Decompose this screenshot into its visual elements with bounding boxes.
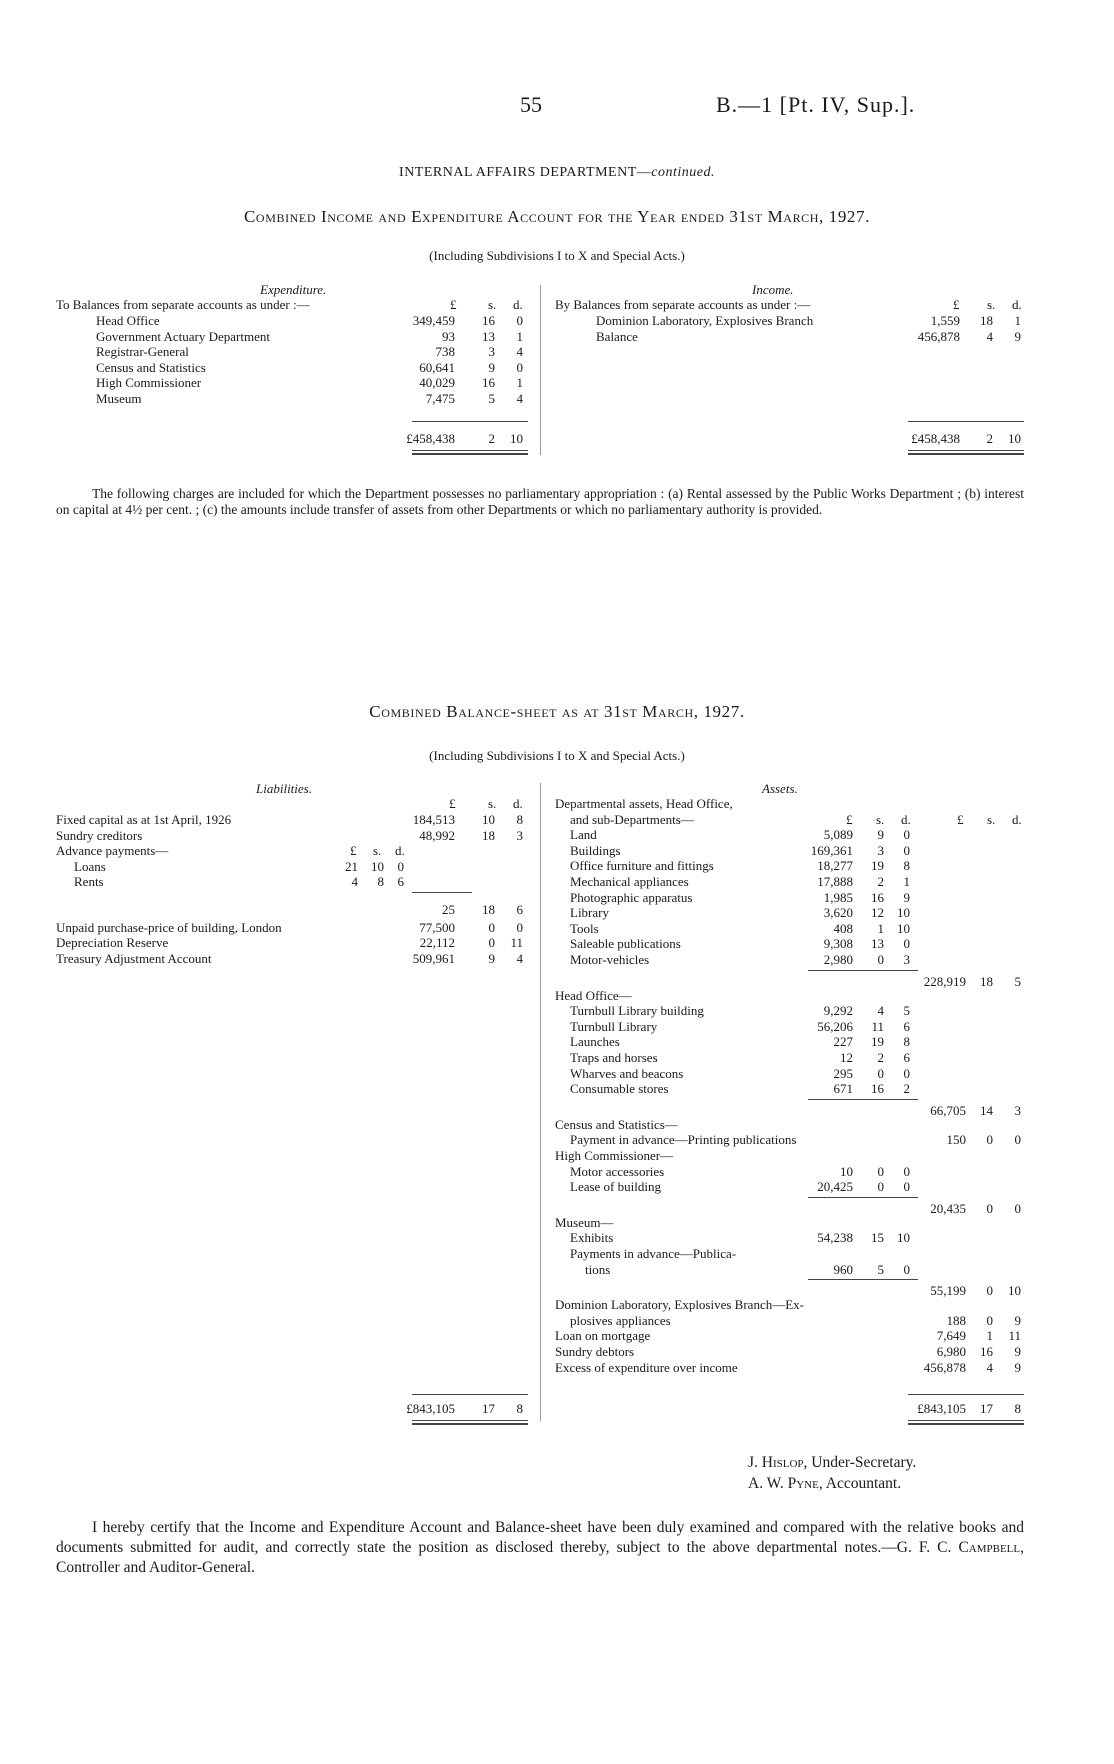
head-office-total-pounds: 66,705 — [930, 1102, 966, 1118]
expenditure-item-label: Government Actuary Department — [96, 328, 270, 344]
dominion-laboratory-label: Dominion Laboratory, Explosives Branch—Ex- — [555, 1297, 804, 1313]
loans-pounds: 21 — [345, 858, 358, 874]
income-total-shillings: 2 — [986, 431, 993, 446]
high-commissioner-item-shillings: 0 — [877, 1163, 884, 1179]
assets-heading: Assets. — [762, 781, 798, 796]
census-label: Census and Statistics— — [555, 1116, 678, 1132]
fixed-capital-pence: 8 — [516, 812, 523, 827]
rule — [908, 1394, 1024, 1395]
museum-total-pounds: 55,199 — [930, 1283, 966, 1299]
census-item-shillings: 0 — [986, 1132, 993, 1148]
double-rule — [908, 1420, 1024, 1425]
treasury-adjustment-pence: 4 — [516, 950, 523, 966]
head-office-item-shillings: 4 — [877, 1003, 884, 1019]
museum-exhibits-shillings: 15 — [871, 1230, 884, 1246]
head-office-item-label: Turnbull Library — [570, 1018, 658, 1034]
assets-col-pence: d. — [901, 811, 911, 827]
head-office-item-pence: 2 — [903, 1081, 910, 1097]
dept-asset-pounds: 5,089 — [823, 827, 853, 843]
dept-asset-pounds: 408 — [833, 920, 853, 936]
high-commissioner-item-label: Motor accessories — [570, 1163, 665, 1179]
dept-asset-shillings: 1 — [877, 920, 884, 936]
dept-assets-total-shillings: 18 — [980, 973, 993, 989]
expenditure-item-label: Registrar-General — [96, 344, 189, 360]
rule — [808, 1099, 918, 1100]
census-item-pence: 0 — [1014, 1132, 1021, 1148]
dominion-laboratory-pence: 9 — [1014, 1312, 1021, 1328]
income-item-label: Dominion Laboratory, Explosives Branch — [596, 313, 814, 328]
other-asset-pence: 9 — [1014, 1344, 1021, 1359]
dept-assets-total-pence: 5 — [1014, 973, 1021, 989]
income-heading: Income. — [752, 282, 794, 297]
dept-asset-shillings: 12 — [871, 905, 884, 921]
dept-asset-shillings: 9 — [877, 827, 884, 843]
departmental-note: The following charges are included for which the Department possesses no parliamentary appropriation : (a) Rental assessed by the Public Works Department ; (b) interest on capital at 4½ per cent. ; (c) the amounts include transfer of assets from other Departments or which no parliamentary authority is provided. — [56, 486, 1024, 517]
dept-asset-shillings: 0 — [877, 952, 884, 967]
double-rule — [412, 450, 528, 455]
dept-asset-pence: 9 — [903, 889, 910, 905]
expenditure-item-shillings: 5 — [488, 391, 495, 406]
expenditure-item-shillings: 16 — [482, 375, 495, 391]
expenditure-item-pounds: 349,459 — [412, 313, 455, 328]
expenditure-item-shillings: 16 — [482, 313, 495, 328]
expenditure-item-shillings: 9 — [488, 359, 495, 375]
liabilities-total-pence: 8 — [516, 1401, 523, 1416]
expenditure-item-pounds: 93 — [442, 328, 455, 344]
high-commissioner-item-pence: 0 — [903, 1179, 910, 1195]
census-item-pounds: 150 — [946, 1132, 966, 1148]
income-item-pence: 9 — [1014, 328, 1021, 344]
advance-total-shillings: 18 — [482, 902, 495, 917]
high-commissioner-item-label: Lease of building — [570, 1179, 661, 1195]
depreciation-shillings: 0 — [488, 935, 495, 951]
museum-label: Museum— — [555, 1214, 614, 1230]
head-office-item-pounds: 12 — [840, 1050, 853, 1065]
rents-pence: 6 — [397, 874, 404, 890]
high-commissioner-label: High Commissioner— — [555, 1148, 674, 1163]
dominion-laboratory-shillings: 0 — [986, 1312, 993, 1328]
other-asset-pence: 9 — [1014, 1359, 1021, 1375]
dept-asset-label: Saleable publications — [570, 936, 681, 952]
dept-asset-pence: 0 — [903, 936, 910, 952]
head-office-item-pence: 0 — [903, 1065, 910, 1081]
income-item-pence: 1 — [1014, 313, 1021, 328]
expenditure-item-shillings: 3 — [488, 344, 495, 360]
dept-asset-shillings: 16 — [871, 889, 884, 905]
assets-col-pound-2: £ — [957, 811, 964, 827]
other-asset-shillings: 16 — [980, 1344, 993, 1359]
income-account-subtitle: (Including Subdivisions I to X and Special Acts.) — [429, 248, 685, 263]
museum-payments-shillings: 5 — [877, 1261, 884, 1277]
high-commissioner-item-pounds: 10 — [840, 1163, 853, 1179]
income-item-pounds: 1,559 — [930, 313, 960, 328]
head-office-item-pounds: 295 — [833, 1065, 853, 1081]
head-office-item-pence: 6 — [903, 1050, 910, 1065]
dept-asset-pounds: 17,888 — [817, 874, 853, 889]
income-item-shillings: 4 — [986, 328, 993, 344]
sundry-creditors-shillings: 18 — [482, 827, 495, 843]
head-office-item-pence: 5 — [903, 1003, 910, 1019]
income-item-pounds: 456,878 — [917, 328, 960, 344]
expenditure-item-pounds: 738 — [435, 344, 455, 360]
balance-sheet-subtitle: (Including Subdivisions I to X and Special Acts.) — [429, 748, 685, 763]
unpaid-building-label: Unpaid purchase-price of building, London — [56, 919, 282, 935]
museum-payments-label: Payments in advance—Publica- — [570, 1246, 737, 1261]
other-asset-shillings: 1 — [986, 1328, 993, 1344]
dept-asset-label: Motor-vehicles — [570, 952, 650, 967]
column-divider — [540, 783, 541, 1421]
head-office-item-pounds: 227 — [833, 1034, 853, 1050]
expenditure-item-pounds: 60,641 — [419, 359, 455, 375]
liabilities-heading: Liabilities. — [256, 781, 312, 796]
rents-shillings: 8 — [377, 874, 384, 890]
museum-payments-label-2: tions — [585, 1261, 611, 1277]
unpaid-building-pounds: 77,500 — [419, 919, 455, 935]
rule — [808, 970, 918, 971]
dept-asset-pounds: 2,980 — [823, 952, 853, 967]
advance-col-pence: d. — [395, 843, 405, 859]
fixed-capital-label: Fixed capital as at 1st April, 1926 — [56, 812, 232, 827]
dept-asset-shillings: 2 — [877, 874, 884, 889]
inc-col-pence: d. — [1012, 297, 1022, 312]
head-office-item-shillings: 0 — [877, 1065, 884, 1081]
other-asset-pounds: 7,649 — [936, 1328, 966, 1344]
rents-label: Rents — [74, 874, 104, 890]
head-office-item-label: Traps and horses — [570, 1050, 658, 1065]
head-office-item-label: Turnbull Library building — [570, 1003, 704, 1019]
head-office-item-shillings: 16 — [871, 1081, 884, 1097]
assets-total-pence: 8 — [1014, 1401, 1021, 1416]
other-asset-label: Sundry debtors — [555, 1344, 635, 1359]
dept-asset-pounds: 9,308 — [823, 936, 853, 952]
dept-asset-label: Office furniture and fittings — [570, 858, 714, 874]
exp-col-shilling: s. — [488, 297, 497, 312]
loans-label: Loans — [74, 858, 106, 874]
income-total-pence: 10 — [1008, 431, 1021, 446]
unpaid-building-shillings: 0 — [488, 919, 495, 935]
expenditure-total-pounds: £458,438 — [406, 431, 455, 446]
assets-total-shillings: 17 — [980, 1401, 993, 1416]
dominion-laboratory-pounds: 188 — [946, 1312, 966, 1328]
dept-asset-shillings: 19 — [871, 858, 884, 874]
liabilities-total-shillings: 17 — [482, 1401, 495, 1416]
income-total-pounds: £458,438 — [911, 431, 960, 446]
dept-asset-pence: 0 — [903, 827, 910, 843]
high-commissioner-item-pounds: 20,425 — [817, 1179, 853, 1195]
head-office-item-pounds: 671 — [833, 1081, 853, 1097]
expenditure-total-pence: 10 — [510, 431, 523, 446]
sundry-creditors-pence: 3 — [516, 827, 523, 843]
treasury-adjustment-label: Treasury Adjustment Account — [56, 950, 212, 966]
museum-total-pence: 10 — [1008, 1283, 1021, 1299]
dept-asset-shillings: 13 — [871, 936, 884, 952]
inc-col-pound: £ — [953, 297, 960, 312]
expenditure-item-pence: 0 — [516, 359, 523, 375]
inc-col-shilling: s. — [987, 297, 996, 312]
advance-total-pounds: 25 — [442, 902, 455, 917]
high-commissioner-item-shillings: 0 — [877, 1179, 884, 1195]
dept-asset-pence: 10 — [897, 920, 910, 936]
expenditure-item-pence: 1 — [516, 375, 523, 391]
dept-asset-label: Buildings — [570, 842, 621, 858]
department-heading: INTERNAL AFFAIRS DEPARTMENT—continued. — [399, 165, 715, 180]
expenditure-item-pounds: 7,475 — [425, 391, 455, 406]
head-office-item-pence: 6 — [903, 1018, 910, 1034]
head-office-item-shillings: 11 — [871, 1018, 884, 1034]
head-office-total-shillings: 14 — [980, 1102, 993, 1118]
liab-col-shilling: s. — [488, 796, 497, 811]
depreciation-pence: 11 — [510, 935, 523, 951]
loans-pence: 0 — [397, 858, 404, 874]
other-asset-shillings: 4 — [986, 1359, 993, 1375]
other-asset-label: Loan on mortgage — [555, 1328, 651, 1344]
fixed-capital-shillings: 10 — [482, 812, 495, 827]
museum-total-shillings: 0 — [986, 1283, 993, 1299]
high-commissioner-total-shillings: 0 — [986, 1200, 993, 1216]
head-office-item-label: Wharves and beacons — [570, 1065, 684, 1081]
head-office-item-label: Launches — [570, 1034, 620, 1050]
head-office-total-pence: 3 — [1014, 1102, 1021, 1118]
dept-asset-label: Photographic apparatus — [570, 889, 693, 905]
expenditure-item-label: Head Office — [96, 313, 160, 328]
assets-col-pound: £ — [846, 811, 853, 827]
other-asset-pounds: 6,980 — [936, 1344, 966, 1359]
page-number: 55 — [520, 92, 542, 117]
census-item-label: Payment in advance—Printing publications — [570, 1132, 797, 1148]
rule — [412, 892, 472, 893]
assets-col-shilling-2: s. — [987, 811, 996, 827]
exp-col-pound: £ — [450, 297, 457, 312]
dept-asset-pence: 10 — [897, 905, 910, 921]
balance-sheet-title: Combined Balance-sheet as at 31st March, 1927. — [369, 702, 745, 721]
dept-assets-total-pounds: 228,919 — [923, 973, 966, 989]
dominion-laboratory-label-2: plosives appliances — [570, 1312, 671, 1328]
expenditure-item-label: High Commissioner — [96, 375, 202, 391]
dept-asset-label: Tools — [570, 920, 599, 936]
signature-under-secretary: J. Hislop, Under-Secretary. — [748, 1454, 917, 1471]
rents-pounds: 4 — [351, 874, 358, 890]
head-office-item-pounds: 9,292 — [823, 1003, 853, 1019]
high-commissioner-item-pence: 0 — [903, 1163, 910, 1179]
departmental-assets-label: Departmental assets, Head Office, — [555, 796, 733, 811]
advance-total-pence: 6 — [516, 902, 523, 917]
expenditure-heading: Expenditure. — [260, 282, 327, 297]
dept-asset-pence: 3 — [903, 952, 910, 967]
dept-asset-pence: 8 — [903, 858, 910, 874]
departmental-assets-label-2: and sub-Departments— — [570, 811, 694, 827]
high-commissioner-total-pence: 0 — [1014, 1200, 1021, 1216]
assets-col-shilling: s. — [876, 811, 885, 827]
dept-asset-shillings: 3 — [877, 842, 884, 858]
expenditure-intro: To Balances from separate accounts as under :— — [56, 297, 310, 312]
income-item-label: Balance — [596, 328, 638, 344]
expenditure-item-pence: 4 — [516, 391, 523, 406]
advance-payments-label: Advance payments— — [56, 843, 169, 859]
double-rule — [908, 450, 1024, 455]
rule — [908, 421, 1024, 422]
sundry-creditors-label: Sundry creditors — [56, 827, 143, 843]
rule — [412, 421, 528, 422]
head-office-item-shillings: 19 — [871, 1034, 884, 1050]
dept-asset-pounds: 1,985 — [823, 889, 853, 905]
other-asset-pounds: 456,878 — [923, 1359, 966, 1375]
expenditure-item-shillings: 13 — [482, 328, 495, 344]
exp-col-pence: d. — [513, 297, 523, 312]
dept-asset-pounds: 18,277 — [817, 858, 853, 874]
head-office-item-pence: 8 — [903, 1034, 910, 1050]
head-office-item-pounds: 56,206 — [817, 1018, 853, 1034]
dept-asset-pounds: 169,361 — [810, 842, 853, 858]
rule — [808, 1279, 918, 1280]
head-office-item-shillings: 2 — [877, 1050, 884, 1065]
fixed-capital-pounds: 184,513 — [412, 812, 455, 827]
dept-asset-label: Mechanical appliances — [570, 874, 689, 889]
expenditure-item-label: Museum — [96, 391, 142, 406]
assets-total-pounds: £843,105 — [917, 1401, 966, 1416]
loans-shillings: 10 — [371, 858, 384, 874]
dept-asset-label: Land — [570, 827, 597, 843]
dept-asset-pounds: 3,620 — [823, 905, 853, 921]
expenditure-item-pence: 1 — [516, 328, 523, 344]
rule — [808, 1197, 918, 1198]
income-intro: By Balances from separate accounts as under :— — [555, 297, 811, 312]
income-item-shillings: 18 — [980, 313, 993, 328]
museum-exhibits-pence: 10 — [897, 1230, 910, 1246]
audit-certificate: I hereby certify that the Income and Expenditure Account and Balance-sheet have been duly examined and compared with the relative books and documents submitted for audit, and correctly state the position as disclosed thereby, subject to the above departmental notes.—G. F. C. Campbell, Controller and Auditor-General. — [56, 1519, 1024, 1576]
unpaid-building-pence: 0 — [516, 919, 523, 935]
expenditure-total-shillings: 2 — [488, 431, 495, 446]
rule — [412, 1394, 528, 1395]
column-divider — [540, 285, 541, 455]
treasury-adjustment-shillings: 9 — [488, 950, 495, 966]
other-asset-label: Excess of expenditure over income — [555, 1359, 738, 1375]
high-commissioner-total-pounds: 20,435 — [930, 1200, 966, 1216]
sundry-creditors-pounds: 48,992 — [419, 827, 455, 843]
expenditure-item-pence: 4 — [516, 344, 523, 360]
advance-col-shilling: s. — [373, 843, 382, 859]
museum-payments-pounds: 960 — [833, 1261, 853, 1277]
assets-col-pence-2: d. — [1012, 811, 1022, 827]
liabilities-total-pounds: £843,105 — [406, 1401, 455, 1416]
liab-col-pence: d. — [513, 796, 523, 811]
expenditure-item-pence: 0 — [516, 313, 523, 328]
expenditure-item-label: Census and Statistics — [96, 359, 206, 375]
treasury-adjustment-pounds: 509,961 — [412, 950, 455, 966]
signature-accountant: A. W. Pyne, Accountant. — [748, 1475, 902, 1492]
expenditure-item-pounds: 40,029 — [419, 375, 455, 391]
depreciation-label: Depreciation Reserve — [56, 935, 169, 951]
dept-asset-pence: 1 — [903, 874, 910, 889]
dept-asset-pence: 0 — [903, 842, 910, 858]
advance-col-pound: £ — [350, 843, 357, 859]
museum-exhibits-label: Exhibits — [570, 1230, 614, 1246]
head-office-label: Head Office— — [555, 987, 632, 1003]
document-reference: B.—1 [Pt. IV, Sup.]. — [716, 92, 916, 117]
head-office-item-label: Consumable stores — [570, 1081, 669, 1097]
museum-payments-pence: 0 — [903, 1261, 910, 1277]
other-asset-pence: 11 — [1008, 1328, 1021, 1344]
income-account-title: Combined Income and Expenditure Account for the Year ended 31st March, 1927. — [243, 207, 870, 226]
dept-asset-label: Library — [570, 905, 609, 921]
double-rule — [412, 1420, 528, 1425]
depreciation-pounds: 22,112 — [419, 935, 455, 951]
museum-exhibits-pounds: 54,238 — [817, 1230, 853, 1246]
liab-col-pound: £ — [449, 796, 456, 811]
